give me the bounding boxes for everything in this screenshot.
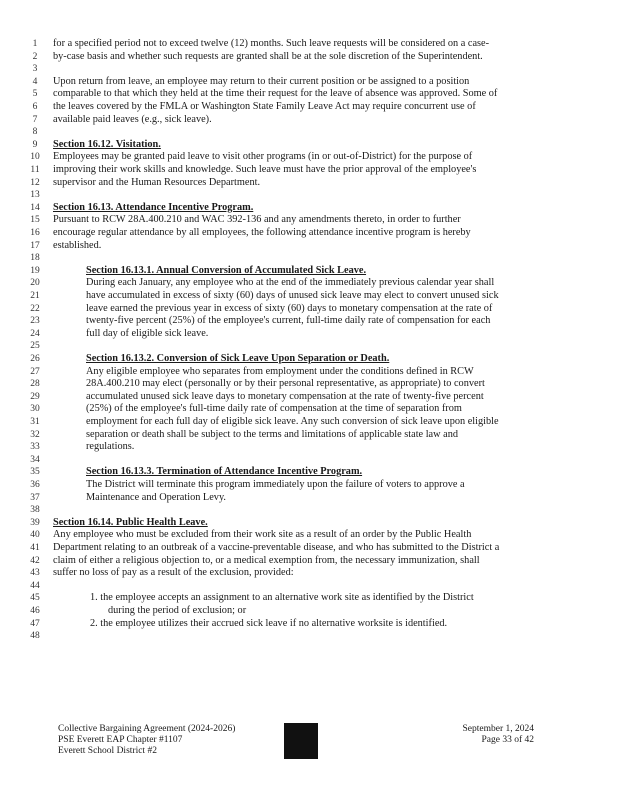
body-text-line: 2. the employee utilizes their accrued sick leave if no alternative worksite is identified.: [90, 617, 448, 629]
body-text-line: Department relating to an outbreak of a vaccine-preventable disease, and who has submitted to the District a: [53, 542, 500, 553]
body-text-line: suffer no loss of pay as a result of the exclusion, provided:: [53, 567, 294, 579]
line-number: 17: [30, 240, 40, 251]
body-text-line: available paid leaves (e.g., sick leave).: [53, 113, 212, 125]
line-number: 7: [32, 114, 38, 125]
body-text-line: have accumulated in excess of sixty (60) days of unused sick leave may elect to convert unused sick: [86, 290, 499, 301]
section-heading: Section 16.14. Public Health Leave.: [53, 516, 208, 528]
line-number: 8: [32, 127, 38, 138]
body-text-line: for a specified period not to exceed twelve (12) months. Such leave requests will be considered on a case-: [53, 38, 490, 49]
line-number: 13: [30, 190, 40, 201]
footer-chapter: PSE Everett EAP Chapter #1107: [58, 735, 183, 745]
line-number: 15: [30, 215, 40, 226]
line-number: 30: [30, 404, 40, 415]
line-number: 33: [30, 442, 40, 453]
line-number: 24: [30, 328, 40, 339]
footer-right: [462, 724, 534, 746]
line-number: 18: [30, 253, 40, 264]
body-text-line: Any eligible employee who separates from employment under the conditions defined in RCW: [86, 365, 474, 377]
line-number: 45: [30, 593, 40, 604]
section-heading: Section 16.13.3. Termination of Attendance Incentive Program.: [86, 466, 363, 478]
line-number: 20: [30, 278, 40, 289]
section-heading: Section 16.13. Attendance Incentive Program.: [53, 201, 254, 213]
line-number: 35: [30, 467, 40, 478]
body-text-line: Upon return from leave, an employee may return to their current position or be assigned to a position: [53, 75, 470, 87]
line-number: 42: [30, 555, 40, 566]
line-number: 6: [32, 102, 38, 112]
redaction-box: [284, 723, 318, 759]
footer-page-number: Page 33 of 42: [481, 735, 534, 745]
body-text-line: During each January, any employee who at the end of the immediately previous calendar year shall: [86, 277, 495, 289]
line-number: 46: [30, 606, 40, 616]
footer-agreement-title: Collective Bargaining Agreement (2024-2026): [58, 724, 236, 734]
line-number: 27: [30, 366, 40, 377]
line-number: 34: [30, 454, 40, 465]
body-text-line: by-case basis and whether such requests are granted shall be at the sole discretion of the Superintendent.: [53, 50, 483, 62]
body-text-line: Any employee who must be excluded from their work site as a result of an order by the Public Health: [53, 529, 472, 541]
footer-date: September 1, 2024: [462, 724, 534, 734]
body-text-line: full day of eligible sick leave.: [86, 327, 209, 339]
footer-district: Everett School District #2: [58, 746, 157, 756]
section-heading: Section 16.13.1. Annual Conversion of Accumulated Sick Leave.: [86, 264, 367, 276]
body-text-line: established.: [53, 239, 102, 251]
line-number: 5: [32, 89, 38, 100]
body-text-line: accumulated unused sick leave days to monetary compensation at the rate of twenty-five percent: [86, 390, 484, 402]
section-heading: Section 16.12. Visitation.: [53, 138, 161, 150]
line-number: 40: [30, 530, 40, 541]
line-number: 1: [32, 39, 38, 49]
line-number: 28: [30, 379, 40, 390]
line-number: 36: [30, 480, 40, 490]
line-number: 29: [30, 391, 40, 402]
body-text-line: claim of either a religious objection to, or a medical exemption from, the necessary immunization, shall: [53, 554, 480, 566]
footer-left: [58, 724, 235, 757]
body-text-line: regulations.: [86, 441, 135, 453]
body-text-line: Employees may be granted paid leave to visit other programs (in or out-of-District) for the purpose of: [53, 151, 473, 163]
body-text-line: The District will terminate this program immediately upon the failure of voters to approve a: [86, 479, 465, 490]
body-text-line: Maintenance and Operation Levy.: [86, 491, 226, 503]
line-number: 31: [30, 417, 40, 427]
body-text-line: separation or death shall be subject to the terms and limitations of applicable state law and: [86, 428, 459, 440]
line-number: 43: [30, 568, 40, 579]
body-text-line: leave earned the previous year in excess of sixty (60) days to monetary compensation at the rate of: [86, 302, 493, 314]
body-text-line: comparable to that which they held at the time their request for the leave of absence was approved. Some of: [53, 88, 498, 100]
line-number: 32: [30, 429, 40, 440]
body-text-line: encourage regular attendance by all employees, the following attendance incentive program is hereby: [53, 227, 471, 238]
body-text-line: during the period of exclusion; or: [108, 605, 247, 616]
line-number: 12: [30, 177, 40, 188]
line-number: 14: [30, 202, 40, 213]
line-number: 41: [30, 543, 40, 553]
line-number: 26: [30, 354, 40, 364]
body-text-line: twenty-five percent (25%) of the employee's current, full-time daily rate of compensation for each: [86, 315, 491, 327]
body-text-line: the leaves covered by the FMLA or Washington State Family Leave Act may require concurrent use of: [53, 101, 476, 112]
line-number: 16: [30, 228, 40, 238]
body-text-line: supervisor and the Human Resources Department.: [53, 176, 261, 188]
line-number: 25: [30, 341, 40, 352]
line-number: 10: [30, 152, 40, 163]
line-number: 37: [30, 492, 40, 503]
line-number: 22: [30, 303, 40, 314]
line-number: 11: [30, 165, 40, 175]
body-text-line: Pursuant to RCW 28A.400.210 and WAC 392-136 and any amendments thereto, in order to further: [53, 214, 461, 226]
line-number: 38: [30, 505, 40, 516]
body-text-line: employment for each full day of eligible sick leave. Any such conversion of sick leave upon eligible: [86, 416, 499, 427]
line-number: 3: [32, 64, 38, 75]
line-number: 9: [32, 139, 38, 150]
line-number: 23: [30, 316, 40, 327]
line-number: 48: [30, 631, 40, 642]
line-number: 47: [30, 618, 40, 629]
line-number: 2: [32, 51, 38, 62]
body-text-line: (25%) of the employee's full-time daily rate of compensation at the time of separation from: [86, 403, 462, 415]
line-number: 44: [30, 580, 40, 591]
body-text-line: improving their work skills and knowledge. Such leave must have the prior approval of the employee's: [53, 164, 477, 175]
body-text-line: 28A.400.210 may elect (personally or by their personal representative, as appropriate) to convert: [86, 378, 485, 390]
line-number: 4: [32, 76, 38, 87]
line-number: 19: [30, 265, 40, 276]
line-number: 21: [30, 291, 40, 301]
section-heading: Section 16.13.2. Conversion of Sick Leave Upon Separation or Death.: [86, 353, 390, 364]
line-number: 39: [30, 517, 40, 528]
body-text-line: 1. the employee accepts an assignment to an alternative work site as identified by the District: [90, 592, 474, 604]
